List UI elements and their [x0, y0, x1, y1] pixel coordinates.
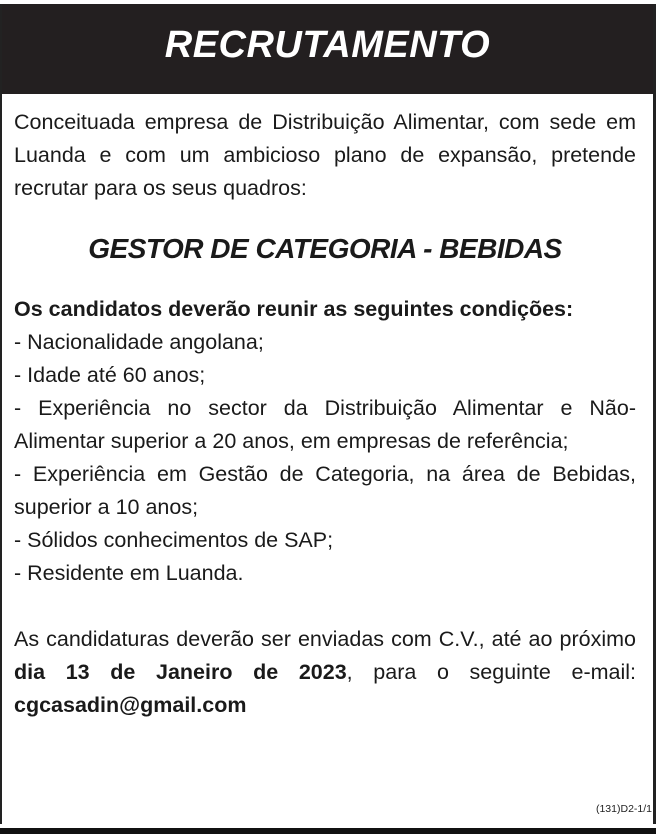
requirements-list	[14, 326, 636, 590]
application-instructions	[14, 623, 636, 722]
ad-body	[14, 106, 636, 722]
requirement-item: - Experiência em Gestão de Categoria, na área de Bebidas, superior a 10 anos;	[14, 462, 636, 519]
requirement-item: - Idade até 60 anos;	[14, 363, 206, 387]
requirement-item: - Nacionalidade angolana;	[14, 330, 264, 354]
intro-paragraph: Conceituada empresa de Distribuição Alimentar, com sede em Luanda e com um ambicioso plano de expansão, pretende recrutar para os seus quadros:	[14, 110, 636, 200]
conditions-heading: Os candidatos deverão reunir as seguintes condições:	[14, 297, 574, 321]
job-position-title: GESTOR DE CATEGORIA - BEBIDAS	[88, 233, 562, 264]
requirement-item: - Residente em Luanda.	[14, 561, 244, 585]
bottom-divider	[0, 828, 656, 834]
closing-text-middle: , para o seguinte e-mail:	[346, 660, 636, 684]
header-banner	[2, 4, 653, 94]
deadline-date: dia 13 de Janeiro de 2023	[14, 660, 347, 684]
contact-email[interactable]: cgcasadin@gmail.com	[14, 693, 247, 717]
ad-reference-code: (131)D2-1/1	[595, 803, 652, 815]
requirement-item: - Sólidos conhecimentos de SAP;	[14, 528, 334, 552]
closing-text-start: As candidaturas deverão ser enviadas com C.V., até ao próximo	[14, 627, 636, 651]
requirement-item: - Experiência no sector da Distribuição Alimentar e Não-Alimentar superior a 20 anos, em empresas de referência;	[14, 396, 636, 453]
ad-title: RECRUTAMENTO	[164, 23, 491, 66]
